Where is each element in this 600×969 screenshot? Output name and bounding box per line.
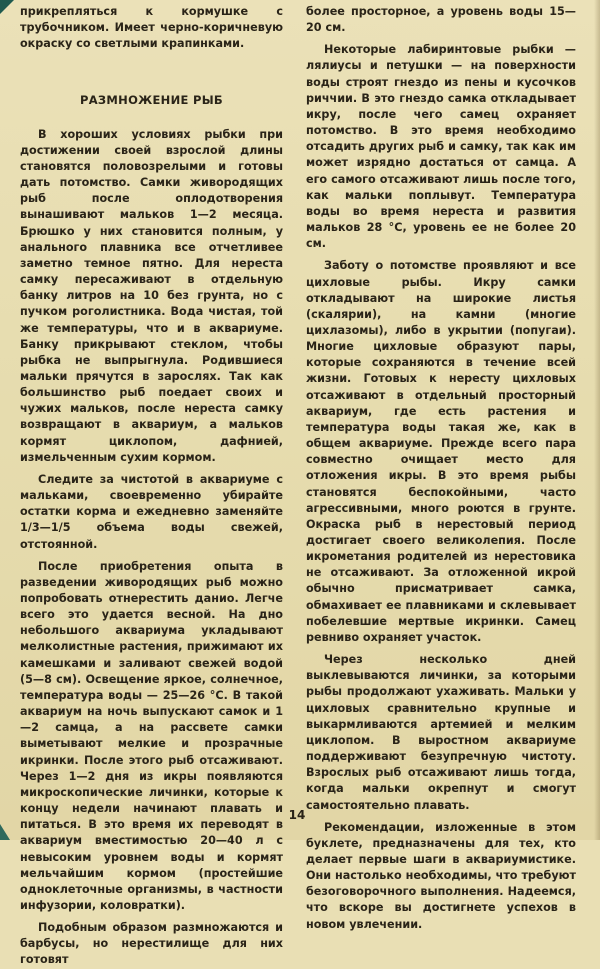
paragraph: После приобретения опыта в разведении живородящих рыб можно попробовать отнерестить данио. Легче всего это удается весной. На дно небольшого аквариума укладывают мелколистные растения, прижимают их камешками и заливают свежей водой (5—8 см). Освещение яркое, солнечное, температура воды — 25—26 °С. В такой аквариум на ночь выпускают самок и 1—2 самца, а на рассвете самки выметывают мелкие и прозрачные икринки. После этого рыб отсаживают. Через 1—2 дня из икры появляются микроскопические личинки, которые к концу недели начинают плавать и питаться. В это время их переводят в аквариум вместимостью 20—40 л с невысоким уровнем воды и кормят мельчайшим кормом (простейшие одноклеточные организмы, в частности инфузории, коловратки). <box>20 559 283 912</box>
paragraph: Подобным образом размножаются и барбусы, но нерестилище для них готовят <box>20 921 283 967</box>
paragraph: В хороших условиях рыбки при достижении своей взрослой длины становятся половозрелыми и готовы дать потомство. Самки живородящих рыб после оплодотворения вынашивают мальков 1—2 месяца. Брюшко у них становится полным, у анального плавника все отчетливее заметно темное пятно. Для нереста самку пересаживают в отдельную банку литров на 10 без грунта, но с пучком роголистника. Вода чистая, той же температуры, что и в аквариуме. Банку прикрывают стеклом, чтобы рыбка не выпрыгнула. Родившиеся мальки прячутся в зарослях. Так как большинство рыб поедает своих и чужих мальков, после нереста самку возвращают в аквариум, а мальков кормят циклопом, дафнией, измельченным сухим кормом. <box>20 127 283 464</box>
paragraph: Через несколько дней выклевываются личинки, за которыми рыбы продолжают ухаживать. Мальки у цихловых сравнительно крупные и выкармливаются артемией и мелким циклопом. В выростном аквариуме поддерживают безупречную чистоту. Взрослых рыб отсаживают лишь тогда, когда мальки окрепнут и смогут самостоятельно плавать. <box>306 653 576 812</box>
page-number: 14 <box>288 808 306 822</box>
section-heading: РАЗМНОЖЕНИЕ РЫБ <box>80 93 223 108</box>
left-column <box>20 4 283 969</box>
paragraph: Рекомендации, изложенные в этом буклете, предназначены для тех, кто делает первые шаги в аквариумистике. Они настолько необходимы, что требуют безоговорочного выполнения. Надеемся, что вскоре вы достигнете успехов в новом увлечении. <box>306 820 576 931</box>
corner-decoration <box>0 824 10 840</box>
paragraph: Некоторые лабиринтовые рыбки — лялиусы и петушки — на поверхности воды строят гнездо из пены и кусочков риччии. В это гнездо самка откладывает икру, после чего самец охраняет потомство. В это время необходимо отсадить других рыб и самку, так как им может изрядно достаться от самца. А его самого отсаживают лишь после того, как мальки поплывут. Температура воды во время нереста и развития мальков 28 °С, уровень ее не более 20 см. <box>306 43 576 251</box>
page-edge-shadow <box>594 0 600 840</box>
paragraph: Заботу о потомстве проявляют и все цихловые рыбы. Икру самки откладывают на широкие листья (скалярии), на камни (многие цихлазомы), либо в укрытии (попугаи). Многие цихловые образуют пары, которые сохраняются в течение всей жизни. Готовых к нересту цихловых отсаживают в отдельный просторный аквариум, где есть растения и температура воды такая же, как в общем аквариуме. Прежде всего пара совместно очищает место для отложения икры. В это время рыбы становятся беспокойными, часто агрессивными, много роются в грунте. Окраска рыб в нерестовый период достигает своего великолепия. После икрометания родителей из нерестовика не отсаживают. За отложенной икрой обычно присматривает самка, обмахивает ее плавниками и склевывает побелевшие мертвые икринки. Самец ревниво охраняет участок. <box>306 259 576 644</box>
right-column <box>306 4 576 933</box>
corner-decoration <box>0 0 14 14</box>
paragraph: более просторное, а уровень воды 15—20 см. <box>306 5 576 35</box>
paragraph: Следите за чистотой в аквариуме с мальками, своевременно убирайте остатки корма и ежедневно заменяйте 1/3—1/5 объема воды свежей, отстоянной. <box>20 472 283 551</box>
intro-paragraph: прикрепляться к кормушке с трубочником. Имеет черно-коричневую окраску со светлыми крапинками. <box>20 5 283 51</box>
